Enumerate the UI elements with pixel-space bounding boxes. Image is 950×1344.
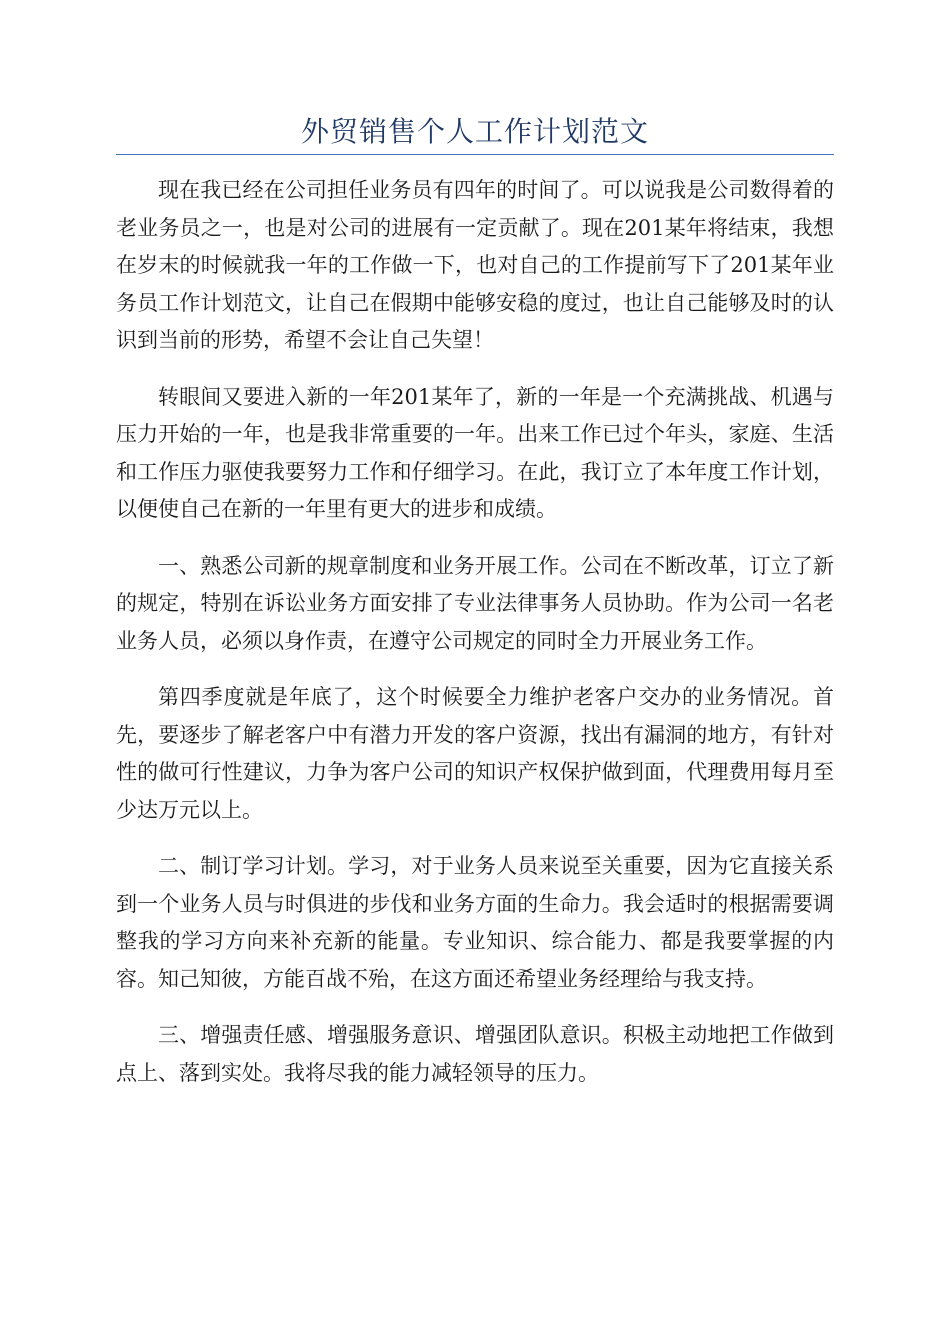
- paragraph-5: 二、制订学习计划。学习，对于业务人员来说至关重要，因为它直接关系到一个业务人员与时俱进的步伐和业务方面的生命力。我会适时的根据需要调整我的学习方向来补充新的能量。专业知识、综合能力、都是我要掌握的内容。知己知彼，方能百战不殆，在这方面还希望业务经理给与我支持。: [116, 854, 834, 991]
- paragraph-3: 一、熟悉公司新的规章制度和业务开展工作。公司在不断改革，订立了新的规定，特别在诉讼业务方面安排了专业法律事务人员协助。作为公司一名老业务人员，必须以身作责，在遵守公司规定的同时全力开展业务工作。: [116, 553, 834, 653]
- paragraph-6: 三、增强责任感、增强服务意识、增强团队意识。积极主动地把工作做到点上、落到实处。我将尽我的能力减轻领导的压力。: [116, 1023, 834, 1085]
- paragraph-1: 现在我已经在公司担任业务员有四年的时间了。可以说我是公司数得着的老业务员之一，也是对公司的进展有一定贡献了。现在201某年将结束，我想在岁末的时候就我一年的工作做一下，也对自己的工作提前写下了201某年业务员工作计划范文，让自己在假期中能够安稳的度过，也让自己能够及时的认识到当前的形势，希望不会让自己失望！: [116, 178, 834, 352]
- document-body: [116, 172, 834, 1111]
- title-underline: [116, 154, 834, 155]
- paragraph-4: 第四季度就是年底了，这个时候要全力维护老客户交办的业务情况。首先，要逐步了解老客户中有潜力开发的客户资源，找出有漏洞的地方，有针对性的做可行性建议，力争为客户公司的知识产权保护做到面，代理费用每月至少达万元以上。: [116, 685, 834, 822]
- paragraph-2: 转眼间又要进入新的一年201某年了，新的一年是一个充满挑战、机遇与压力开始的一年，也是我非常重要的一年。出来工作已过个年头，家庭、生活和工作压力驱使我要努力工作和仔细学习。在此，我订立了本年度工作计划，以便使自己在新的一年里有更大的进步和成绩。: [116, 384, 834, 521]
- document-title: 外贸销售个人工作计划范文: [300, 115, 649, 148]
